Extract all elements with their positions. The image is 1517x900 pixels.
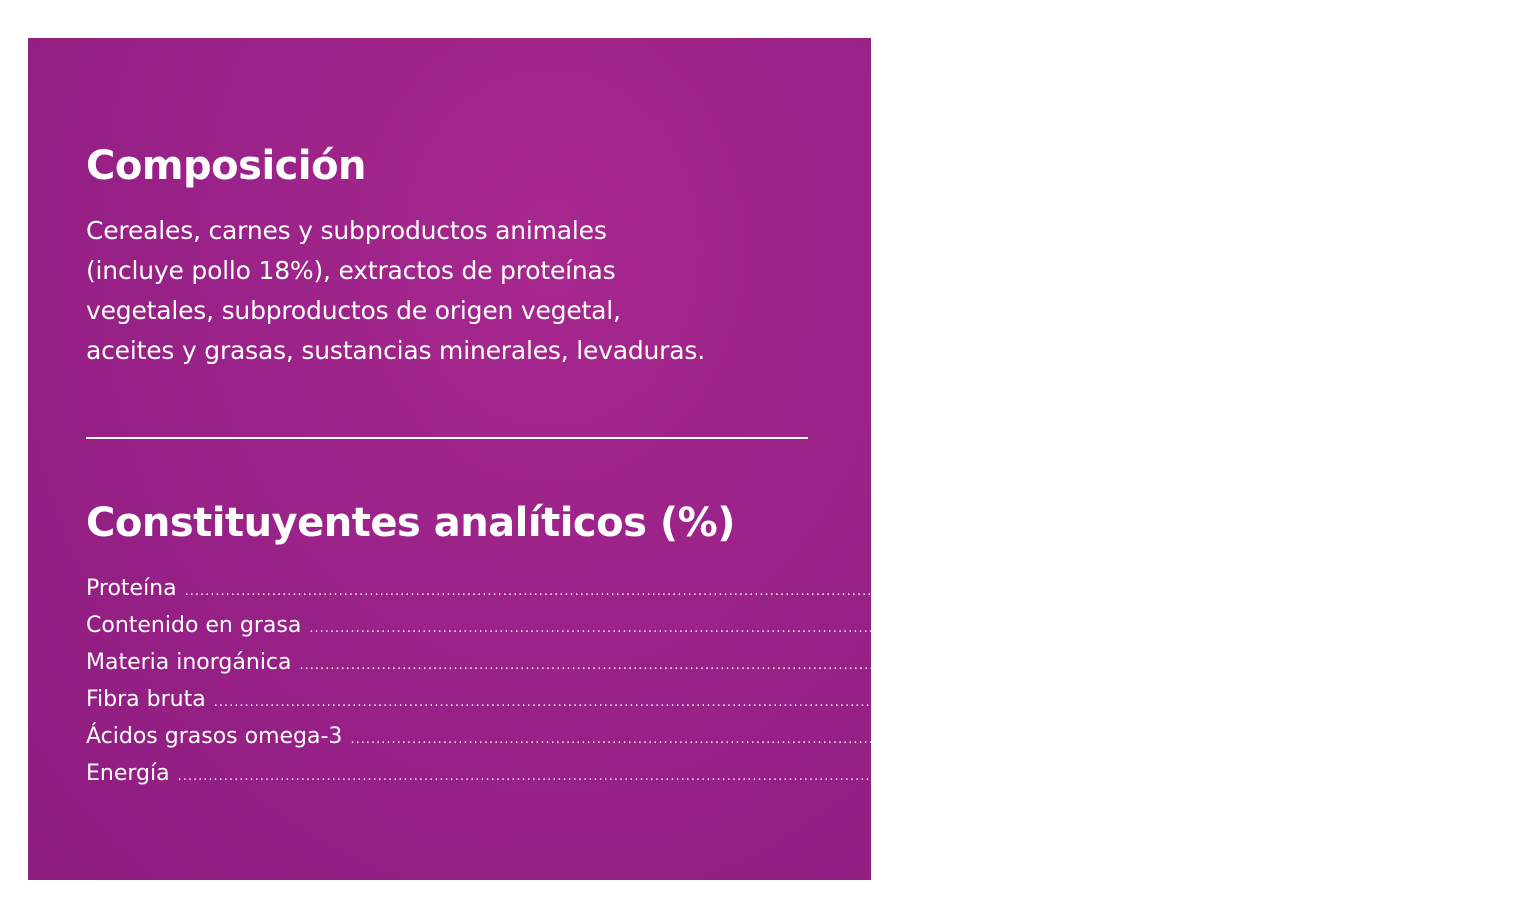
dot-leader: ........................................................................................................................................................................................................ [177, 769, 1205, 784]
analytical-row-fiber [86, 681, 1284, 718]
row-label: Proteína [86, 576, 177, 601]
analytical-row-energy [86, 755, 1376, 792]
composition-title: Composición [86, 143, 367, 189]
dot-leader: ........................................................................................................................................................................................................ [350, 732, 1377, 747]
row-value: 325 kcal/100 g [1212, 761, 1376, 786]
row-value: 8.8 [1333, 650, 1369, 675]
section-divider [86, 437, 808, 439]
composition-text [86, 211, 816, 371]
dot-leader: ........................................................................................................................................................................................................ [213, 695, 1241, 710]
analytical-title: Constituyentes analíticos (%) [86, 500, 735, 546]
composition-line: Cereales, carnes y subproductos animales [86, 216, 607, 245]
composition-line: vegetales, subproductos de origen vegetal, [86, 296, 621, 325]
analytical-row-protein [86, 570, 1269, 607]
composition-line: aceites y grasas, sustancias minerales, levaduras. [86, 336, 705, 365]
row-label: Fibra bruta [86, 687, 206, 712]
dot-leader: ........................................................................................................................................................................................................ [309, 621, 1336, 636]
analytical-row-inorganic [86, 644, 1369, 681]
dot-leader: ........................................................................................................................................................................................................ [184, 584, 1212, 599]
row-value: 24.0 [1219, 576, 1269, 601]
row-label: Materia inorgánica [86, 650, 292, 675]
row-value: 1857 mg/kg [1384, 724, 1517, 749]
row-label: Energía [86, 761, 170, 786]
row-label: Contenido en grasa [86, 613, 302, 638]
nutrition-panel [28, 38, 1517, 880]
analytical-row-fat [86, 607, 1393, 644]
row-label: Ácidos grasos omega-3 [86, 724, 343, 749]
dot-leader: ........................................................................................................................................................................................................ [299, 658, 1326, 673]
row-value: 11.0 [1343, 613, 1393, 638]
composition-line: (incluye pollo 18%), extractos de proteínas [86, 256, 616, 285]
analytical-table [86, 570, 1517, 792]
analytical-row-omega3 [86, 718, 1517, 755]
row-value: 9.0 [1248, 687, 1284, 712]
